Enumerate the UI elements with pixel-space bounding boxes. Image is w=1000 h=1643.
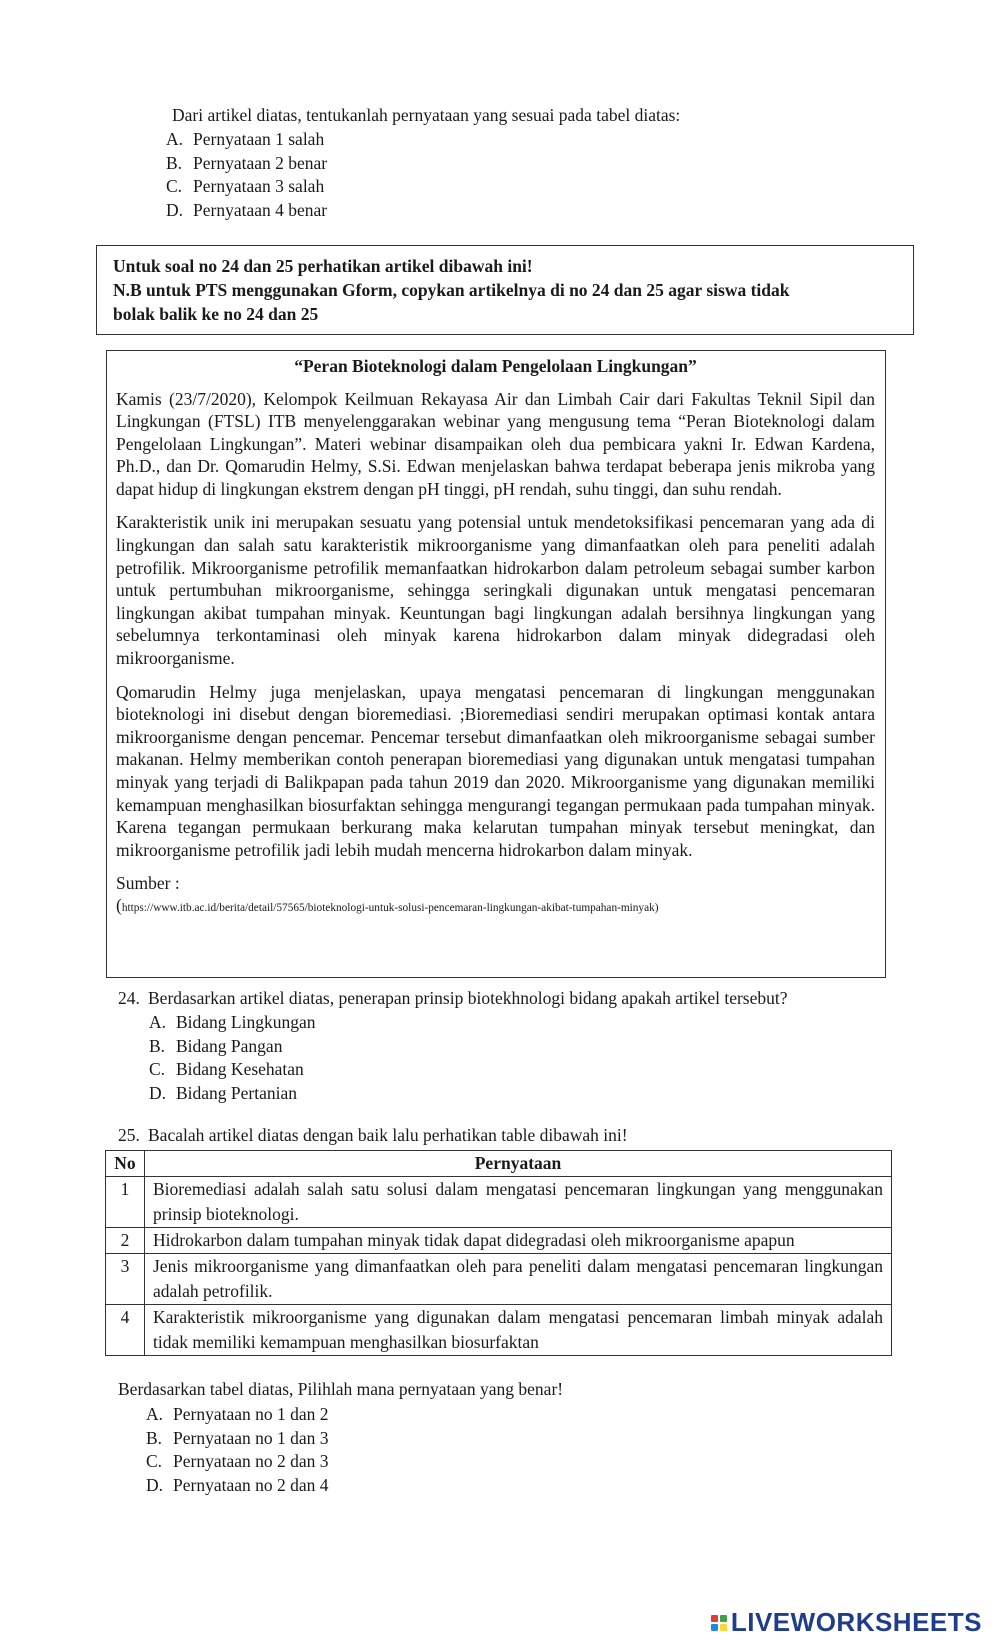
- q25-option-b: B. Pernyataan no 1 dan 3: [146, 1427, 329, 1448]
- row-statement: Bioremediasi adalah salah satu solusi dalam mengatasi pencemaran lingkungan yang menggunakan prinsip bioteknologi.: [145, 1177, 892, 1228]
- q23-option-a: A. Pernyataan 1 salah: [166, 129, 325, 149]
- article-source-url[interactable]: https://www.itb.ac.id/berita/detail/57565/bioteknologi-untuk-solusi-pencemaran-lingkungan-akibat-tumpahan-minyak: [121, 901, 655, 914]
- q25-option-c: C. Pernyataan no 2 dan 3: [146, 1451, 329, 1471]
- article-source: (https://www.itb.ac.id/berita/detail/57565/bioteknologi-untuk-solusi-pencemaran-lingkungan-akibat-tumpahan-minyak): [116, 894, 659, 915]
- notice-box: [96, 245, 914, 335]
- notice-line-1: Untuk soal no 24 dan 25 perhatikan artikel dibawah ini!: [113, 256, 533, 276]
- article-paragraph-2: Karakteristik unik ini merupakan sesuatu yang potensial untuk mendetoksifikasi pencemaran yang ada di lingkungan dan salah satu karakteristik mikroorganisme yang dimanfaatkan oleh para peneliti adalah petrofilik. Mikroorganisme petrofilik memanfaatkan hidrokarbon dalam petroleum sebagai sumber karbon untuk pertumbuhan mikroorganisme, sehingga seringkali digunakan untuk mengatasi pencemaran lingkungan akibat tumpahan minyak. Keuntungan bagi lingkungan adalah bersihnya lingkungan yang sebelumnya terkontaminasi oleh minyak karena hidrokarbon dalam minyak didegradasi oleh mikroorganisme.: [116, 512, 875, 669]
- article-title: “Peran Bioteknologi dalam Pengelolaan Lingkungan”: [294, 356, 697, 376]
- row-number: 1: [106, 1177, 145, 1228]
- q24-option-d: D. Bidang Pertanian: [149, 1082, 298, 1103]
- table-row: [106, 1177, 892, 1228]
- q24-stem: 24. Berdasarkan artikel diatas, penerapan prinsip biotekhnologi bidang apakah artikel tersebut?: [118, 987, 788, 1011]
- table-row: [106, 1305, 892, 1356]
- article-paragraph-1: Kamis (23/7/2020), Kelompok Keilmuan Rekayasa Air dan Limbah Cair dari Fakultas Teknil Sipil dan Lingkungan (FTSL) ITB menyelenggarakan webinar yang mengusung tema “Peran Bioteknologi dalam Pengelolaan Lingkungan”. Materi webinar disampaikan oleh dua pembicara yakni Ir. Edwan Kardena, Ph.D., dan Dr. Qomarudin Helmy, S.Si. Edwan menjelaskan bahwa terdapat beberapa jenis mikroba yang dapat hidup di lingkungan ekstrem dengan pH tinggi, pH rendah, suhu tinggi, dan suhu rendah.: [116, 388, 875, 499]
- article-source-label: Sumber :: [116, 873, 180, 894]
- article-box: [106, 350, 886, 978]
- table-row: [106, 1228, 892, 1254]
- table-header-no: No: [106, 1151, 145, 1177]
- notice-line-2: N.B untuk PTS menggunakan Gform, copykan artikelnya di no 24 dan 25 agar siswa tidak: [113, 280, 790, 300]
- statement-table: [105, 1150, 892, 1356]
- q24-option-b: B. Bidang Pangan: [149, 1035, 283, 1056]
- row-statement: Hidrokarbon dalam tumpahan minyak tidak dapat didegradasi oleh mikroorganisme apapun: [145, 1228, 892, 1254]
- notice-line-3: bolak balik ke no 24 dan 25: [113, 304, 319, 324]
- table-header-statement: Pernyataan: [145, 1151, 892, 1177]
- row-number: 2: [106, 1228, 145, 1254]
- q25-text: Bacalah artikel diatas dengan baik lalu perhatikan table dibawah ini!: [148, 1125, 628, 1145]
- q25-question: Berdasarkan tabel diatas, Pilihlah mana pernyataan yang benar!: [118, 1379, 564, 1399]
- q25-options: [146, 1403, 329, 1497]
- liveworksheets-logo: [711, 1607, 982, 1637]
- q23-intro: Dari artikel diatas, tentukanlah pernyataan yang sesuai pada tabel diatas:: [172, 105, 681, 125]
- logo-square-green: [720, 1615, 727, 1622]
- row-number: 4: [106, 1305, 145, 1356]
- q24-option-c: C. Bidang Kesehatan: [149, 1059, 304, 1079]
- q23-option-b: B. Pernyataan 2 benar: [166, 152, 328, 173]
- q23-option-c: C. Pernyataan 3 salah: [166, 176, 325, 196]
- q24-option-a: A. Bidang Lingkungan: [149, 1012, 316, 1032]
- logo-square-yellow: [720, 1624, 727, 1631]
- row-number: 3: [106, 1254, 145, 1305]
- q24-text: Berdasarkan artikel diatas, penerapan prinsip biotekhnologi bidang apakah artikel tersebut?: [148, 988, 788, 1008]
- q23-options: [166, 128, 327, 222]
- q23-option-d: D. Pernyataan 4 benar: [166, 199, 328, 220]
- q24-options: [149, 1011, 316, 1105]
- row-statement: Karakteristik mikroorganisme yang digunakan dalam mengatasi pencemaran limbah minyak adalah tidak memiliki kemampuan menghasilkan biosurfaktan: [145, 1305, 892, 1356]
- q25-stem: 25. Bacalah artikel diatas dengan baik lalu perhatikan table dibawah ini!: [118, 1124, 628, 1148]
- table-header-row: [106, 1151, 892, 1177]
- logo-square-blue: [711, 1624, 718, 1631]
- row-statement: Jenis mikroorganisme yang dimanfaatkan oleh para peneliti dalam mengatasi pencemaran lingkungan adalah petrofilik.: [145, 1254, 892, 1305]
- logo-grid-icon: [711, 1615, 727, 1631]
- q25-option-a: A. Pernyataan no 1 dan 2: [146, 1404, 329, 1424]
- q25-option-d: D. Pernyataan no 2 dan 4: [146, 1474, 329, 1495]
- brand-name: LIVEWORKSHEETS: [730, 1607, 982, 1637]
- logo-square-red: [711, 1615, 718, 1622]
- table-row: [106, 1254, 892, 1305]
- article-paragraph-3: Qomarudin Helmy juga menjelaskan, upaya mengatasi pencemaran di lingkungan menggunakan bioteknologi ini disebut dengan bioremediasi. ;Bioremediasi sendiri merupakan optimasi kontak antara mikroorganisme dengan pencemar. Pencemar tersebut dimanfaatkan oleh mikroorganisme sebagai sumber makanan. Helmy memberikan contoh penerapan bioremediasi yang digunakan untuk mengatasi tumpahan minyak yang terjadi di Balikpapan pada tahun 2019 dan 2020. Mikroorganisme yang digunakan memiliki kemampuan menghasilkan biosurfaktan sehingga mengurangi tegangan permukaan pada tumpahan minyak. Karena tegangan permukaan berkurang maka kelarutan tumpahan minyak tersebut meningkat, dan mikroorganisme petrofilik jadi lebih mudah mencerna hidrokarbon dalam minyak.: [116, 681, 875, 860]
